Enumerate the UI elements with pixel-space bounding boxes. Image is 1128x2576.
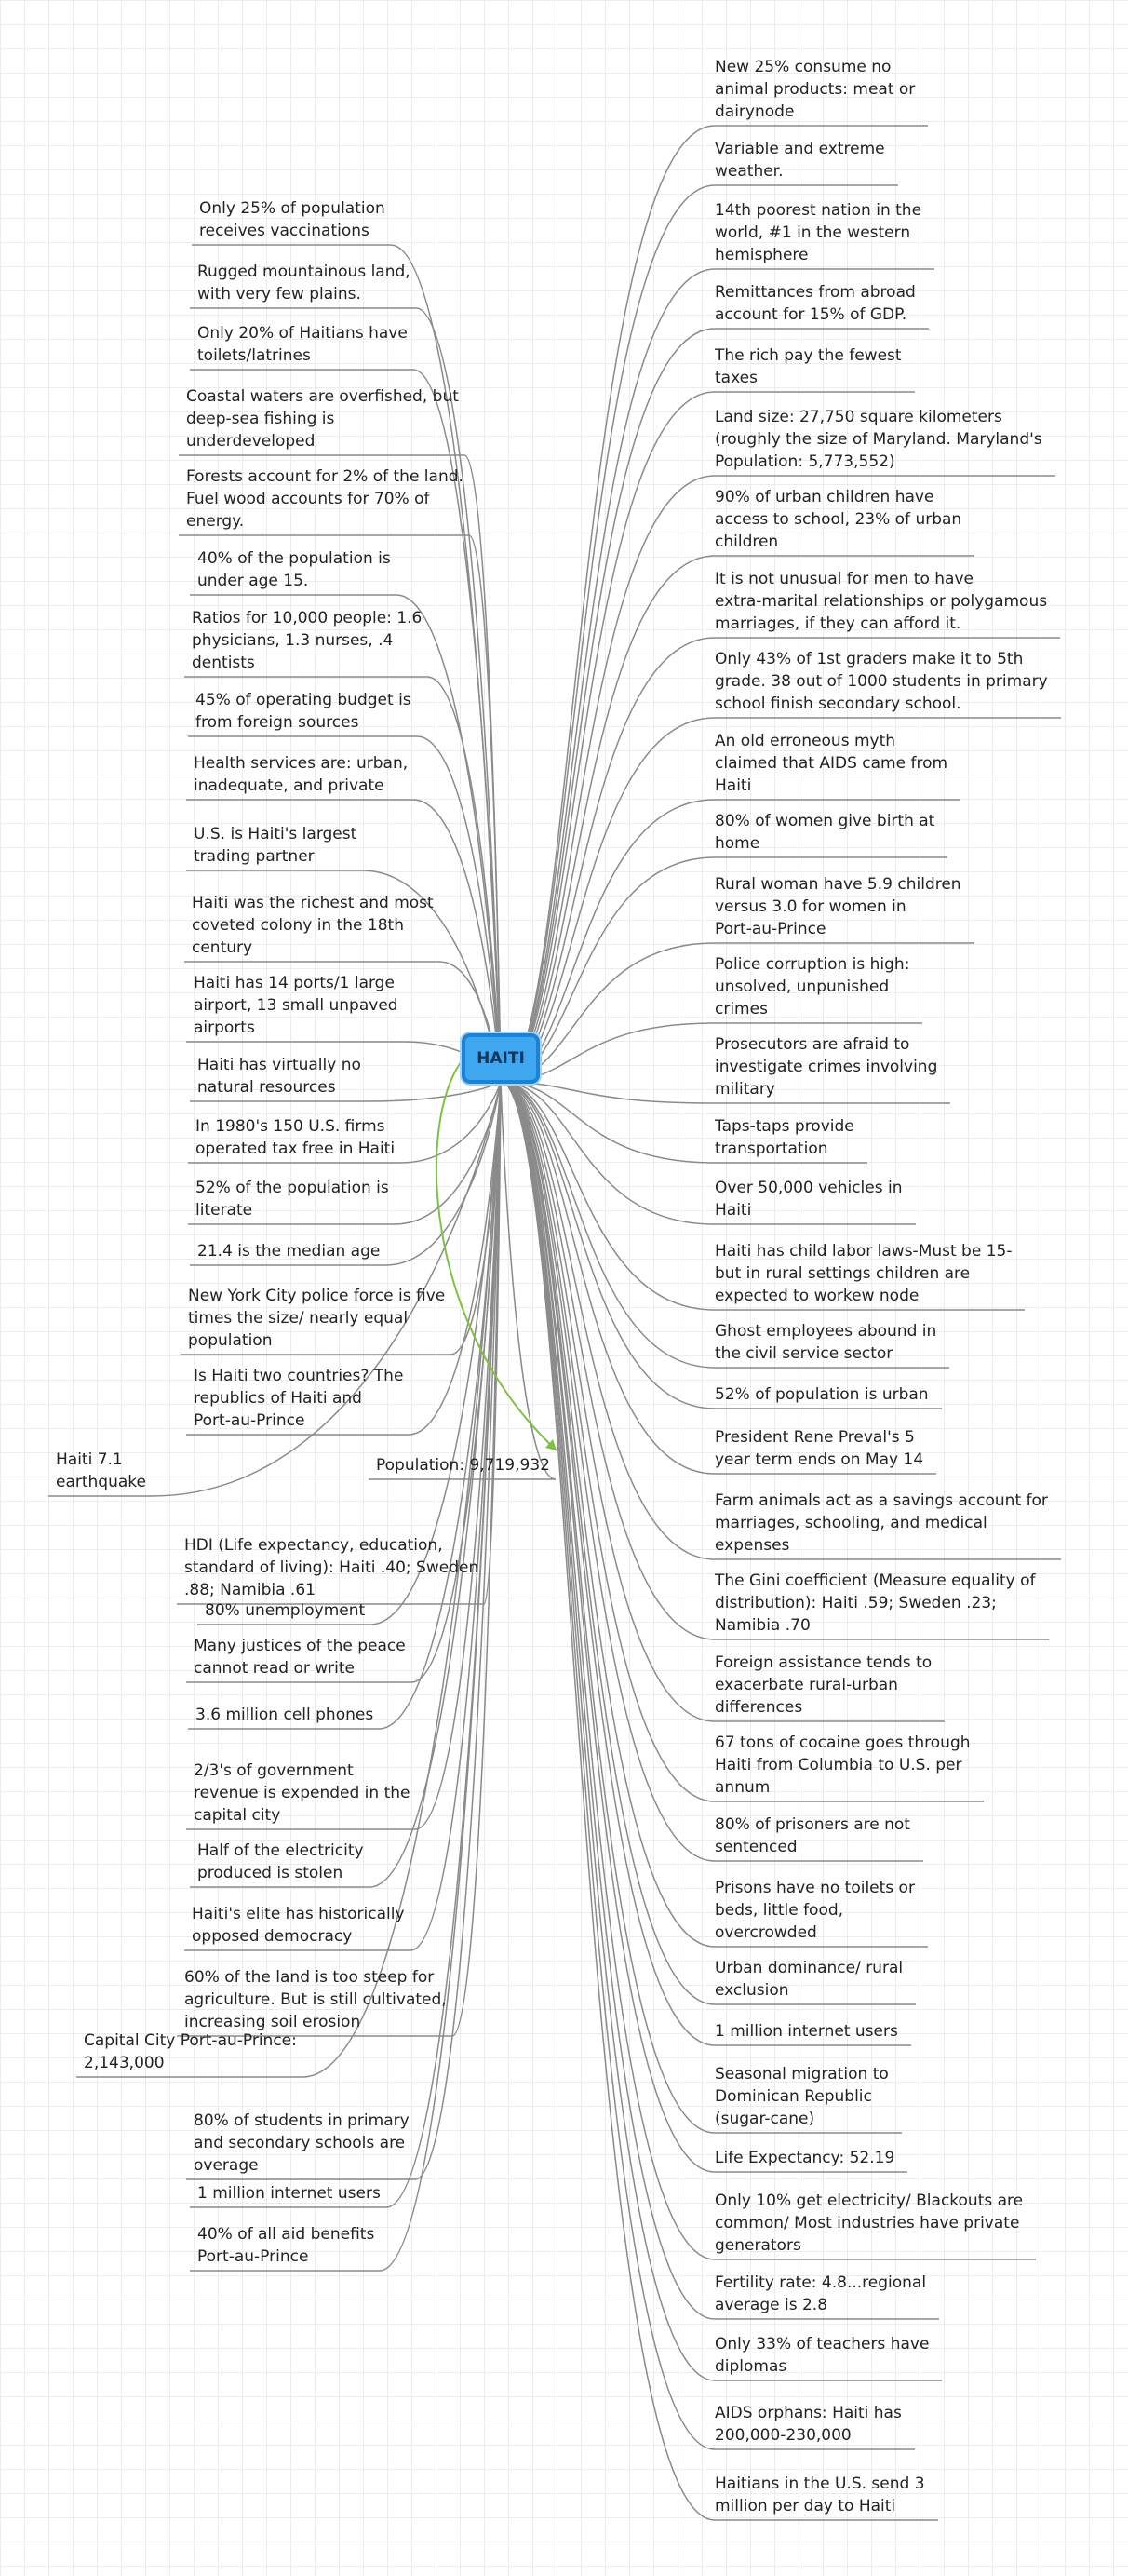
topic-animal-products[interactable]: New 25% consume no animal products: meat or dairynode (715, 58, 916, 121)
topic-under-15[interactable]: 40% of the population is under age 15. (197, 549, 391, 590)
topic-cocaine[interactable]: 67 tons of cocaine goes through Haiti from Columbia to U.S. per annum (715, 1733, 971, 1797)
topic-capital-city[interactable]: Capital City Port-au-Prince: 2,143,000 (84, 2031, 297, 2072)
connector-curve (501, 269, 715, 1082)
topic-two-countries[interactable]: Is Haiti two countries? The republics of Haiti and Port-au-Prince (194, 1367, 404, 1430)
topic-overage-students[interactable]: 80% of students in primary and secondary schools are overage (194, 2111, 410, 2175)
topic-earthquake[interactable]: Haiti 7.1 earthquake (56, 1450, 146, 1491)
topic-forests[interactable]: Forests account for 2% of the land. Fuel wood accounts for 70% of energy. (186, 467, 463, 531)
connector-curve (501, 556, 715, 1082)
connector-curve (501, 1082, 715, 2004)
central-topic-haiti[interactable]: HAITI (462, 1033, 540, 1084)
topic-cell-phones[interactable]: 3.6 million cell phones (195, 1706, 374, 1724)
topic-natural-resources[interactable]: Haiti has virtually no natural resources (197, 1056, 361, 1097)
topic-electricity-stolen[interactable]: Half of the electricity produced is stolen (197, 1841, 364, 1882)
connector-curve (501, 1082, 715, 2319)
topic-prisoners[interactable]: 80% of prisoners are not sentenced (715, 1815, 910, 1856)
connector-curve (501, 185, 715, 1082)
topic-toilets[interactable]: Only 20% of Haitians have toilets/latrines (197, 324, 408, 365)
topic-child-labor[interactable]: Haiti has child labor laws-Must be 15- but in rural settings children are expected to workew node (715, 1242, 1013, 1305)
topic-trading-partner[interactable]: U.S. is Haiti's largest trading partner (194, 825, 357, 866)
topic-aids-myth[interactable]: An old erroneous myth claimed that AIDS came from Haiti (715, 732, 948, 795)
connector-curve (400, 1082, 501, 1163)
topic-rural-children[interactable]: Rural woman have 5.9 children versus 3.0 for women in Port-au-Prince (715, 875, 961, 938)
topic-teachers-diplomas[interactable]: Only 33% of teachers have diplomas (715, 2335, 930, 2376)
topic-remittances-daily[interactable]: Haitians in the U.S. send 3 million per day to Haiti (715, 2475, 925, 2515)
connector-curve (501, 329, 715, 1082)
topic-internet-users-left[interactable]: 1 million internet users (197, 2184, 381, 2203)
topic-president-term[interactable]: President Rene Preval's 5 year term ends on May 14 (715, 1428, 924, 1469)
topic-elite[interactable]: Haiti's elite has historically opposed democracy (192, 1905, 405, 1946)
topic-police-corruption[interactable]: Police corruption is high: unsolved, unpunished crimes (715, 955, 910, 1018)
topic-weather[interactable]: Variable and extreme weather. (715, 140, 885, 181)
topic-coastal-waters[interactable]: Coastal waters are overfished, but deep-sea fishing is underdeveloped (186, 387, 459, 451)
topic-urban-school[interactable]: 90% of urban children have access to school, 23% of urban children (715, 488, 962, 551)
topic-remittances[interactable]: Remittances from abroad account for 15% of GDP. (715, 283, 916, 324)
topic-government-revenue[interactable]: 2/3's of government revenue is expended in the capital city (194, 1761, 410, 1825)
connector-curve (501, 1082, 715, 2520)
topic-ports-airports[interactable]: Haiti has 14 ports/1 large airport, 13 small unpaved airports (194, 974, 398, 1037)
topic-population[interactable]: Population: 9,719,932 (376, 1456, 550, 1475)
topic-foreign-assistance[interactable]: Foreign assistance tends to exacerbate rural-urban differences (715, 1653, 933, 1717)
topic-graders[interactable]: Only 43% of 1st graders make it to 5th grade. 38 out of 1000 students in primary school finish secondary school. (715, 650, 1048, 713)
topic-health-services[interactable]: Health services are: urban, inadequate, and private (194, 754, 409, 795)
topic-life-expectancy[interactable]: Life Expectancy: 52.19 (715, 2149, 895, 2167)
topic-vehicles[interactable]: Over 50,000 vehicles in Haiti (715, 1179, 903, 1220)
topic-poorest-nation[interactable]: 14th poorest nation in the world, #1 in the western hemisphere (715, 201, 922, 264)
connector-curve (501, 126, 715, 1082)
connector-curve (501, 392, 715, 1082)
topic-land-size[interactable]: Land size: 27,750 square kilometers (roughly the size of Maryland. Maryland's Population: 5,773,552) (715, 408, 1042, 471)
topic-rich-taxes[interactable]: The rich pay the fewest taxes (715, 346, 902, 387)
topic-ghost-employees[interactable]: Ghost employees abound in the civil service sector (715, 1322, 937, 1363)
topic-internet-users-right[interactable]: 1 million internet users (715, 2022, 898, 2041)
topic-seasonal-migration[interactable]: Seasonal migration to Dominican Republic (sugar-cane) (715, 2065, 889, 2128)
connector-curve (501, 1082, 715, 2449)
topic-relationships[interactable]: It is not unusual for men to have extra-marital relationships or polygamous marriages, if they can afford it. (715, 570, 1048, 633)
topic-health-ratios[interactable]: Ratios for 10,000 people: 1.6 physicians, 1.3 nurses, .4 dentists (192, 609, 423, 672)
topic-aids-orphans[interactable]: AIDS orphans: Haiti has 200,000-230,000 (715, 2404, 902, 2445)
topic-median-age[interactable]: 21.4 is the median age (197, 1242, 381, 1261)
connector-curve (367, 1082, 501, 1101)
topic-nyc-police[interactable]: New York City police force is five times the size/ nearly equal population (188, 1287, 446, 1350)
topic-gini[interactable]: The Gini coefficient (Measure equality of distribution): Haiti .59; Sweden .23; Namibia .70 (715, 1571, 1036, 1635)
topic-mountainous-land[interactable]: Rugged mountainous land, with very few plains. (197, 263, 410, 303)
topic-steep-land[interactable]: 60% of the land is too steep for agriculture. But is still cultivated, increasing soil erosion (184, 1968, 447, 2031)
topic-hdi[interactable]: HDI (Life expectancy, education, standard of living): Haiti .40; Sweden .88; Namibia .61 (184, 1536, 479, 1599)
topic-justices[interactable]: Many justices of the peace cannot read or write (194, 1637, 406, 1678)
connector-curve (501, 1082, 715, 2380)
topic-fertility-rate[interactable]: Fertility rate: 4.8...regional average is 2.8 (715, 2273, 927, 2314)
topic-urban-population[interactable]: 52% of population is urban (715, 1385, 929, 1404)
connector-curve (427, 677, 501, 1082)
topic-operating-budget[interactable]: 45% of operating budget is from foreign sources (195, 691, 411, 732)
topic-farm-animals[interactable]: Farm animals act as a savings account for marriages, schooling, and medical expenses (715, 1491, 1048, 1555)
topic-unemployment[interactable]: 80% unemployment (205, 1601, 366, 1620)
topic-prisons[interactable]: Prisons have no toilets or beds, little food, overcrowded (715, 1879, 915, 1942)
topic-urban-dominance[interactable]: Urban dominance/ rural exclusion (715, 1959, 904, 2000)
topic-us-firms[interactable]: In 1980's 150 U.S. firms operated tax free in Haiti (195, 1117, 396, 1158)
topic-vaccinations[interactable]: Only 25% of population receives vaccinations (199, 199, 385, 240)
topic-prosecutors[interactable]: Prosecutors are afraid to investigate crimes involving military (715, 1035, 938, 1099)
topic-richest-colony[interactable]: Haiti was the richest and most coveted colony in the 18th century (192, 894, 434, 957)
topic-literacy[interactable]: 52% of the population is literate (195, 1179, 389, 1220)
connector-curve (395, 1082, 501, 1224)
topic-taps-taps[interactable]: Taps-taps provide transportation (715, 1117, 854, 1158)
topic-aid-benefits[interactable]: 40% of all aid benefits Port-au-Prince (197, 2225, 375, 2266)
topic-electricity-access[interactable]: Only 10% get electricity/ Blackouts are common/ Most industries have private generators (715, 2192, 1024, 2255)
topic-birth-home[interactable]: 80% of women give birth at home (715, 812, 935, 853)
connector-curve (501, 1082, 715, 2133)
